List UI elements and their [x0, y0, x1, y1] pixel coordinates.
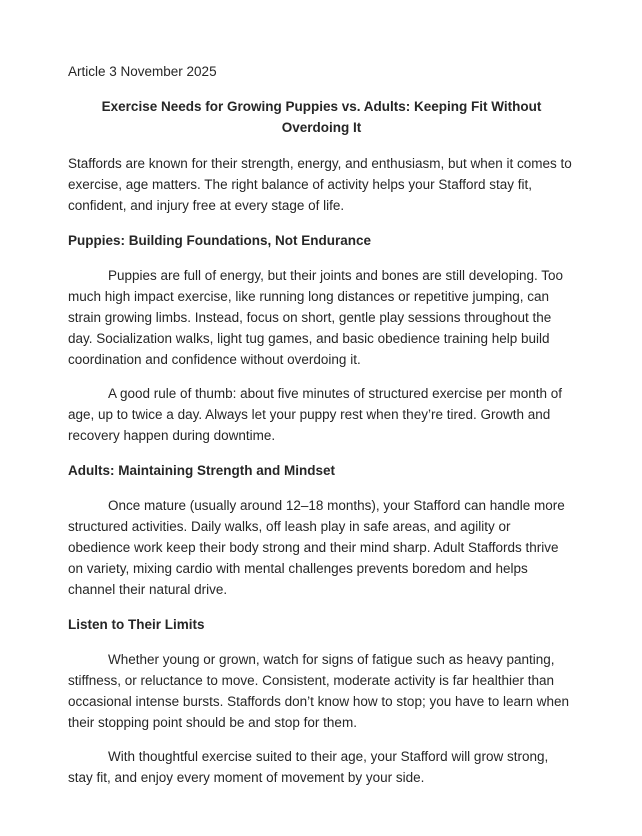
intro-paragraph: Staffords are known for their strength, energy, and enthusiasm, but when it comes to exercise, age matters. The right balance of activity helps your Stafford stay fit, confident, and injury free at every stage of life.	[68, 156, 572, 213]
section-paragraph: With thoughtful exercise suited to their age, your Stafford will grow strong, stay fit, and enjoy every moment of movement by your side.	[68, 749, 549, 785]
section-heading-limits: Listen to Their Limits	[68, 617, 205, 632]
section-heading-puppies: Puppies: Building Foundations, Not Endurance	[68, 233, 371, 248]
section-paragraph: A good rule of thumb: about five minutes of structured exercise per month of age, up to twice a day. Always let your puppy rest when they’re tired. Growth and recovery happen during downtime.	[68, 386, 562, 443]
section-paragraph: Whether young or grown, watch for signs of fatigue such as heavy panting, stiffness, or reluctance to move. Consistent, moderate activity is far healthier than occasional intense bursts. Staffords don’t know how to stop; you have to learn when their stopping point should be and stop for them.	[68, 652, 570, 730]
article-title: Exercise Needs for Growing Puppies vs. Adults: Keeping Fit Without Overdoing It	[101, 99, 542, 135]
section-paragraph: Puppies are full of energy, but their joints and bones are still developing. Too much high impact exercise, like running long distances or repetitive jumping, can strain growing limbs. Instead, focus on short, gentle play sessions throughout the day. Socialization walks, light tug games, and basic obedience training help build coordination and confidence without overdoing it.	[68, 268, 564, 367]
section-paragraph: Once mature (usually around 12–18 months), your Stafford can handle more structured activities. Daily walks, off leash play in safe areas, and agility or obedience work keep their body strong and their mind sharp. Adult Staffords thrive on variety, mixing cardio with mental challenges prevents boredom and helps channel their natural drive.	[68, 498, 565, 597]
article-date-line: Article 3 November 2025	[68, 64, 217, 79]
section-heading-adults: Adults: Maintaining Strength and Mindset	[68, 463, 335, 478]
